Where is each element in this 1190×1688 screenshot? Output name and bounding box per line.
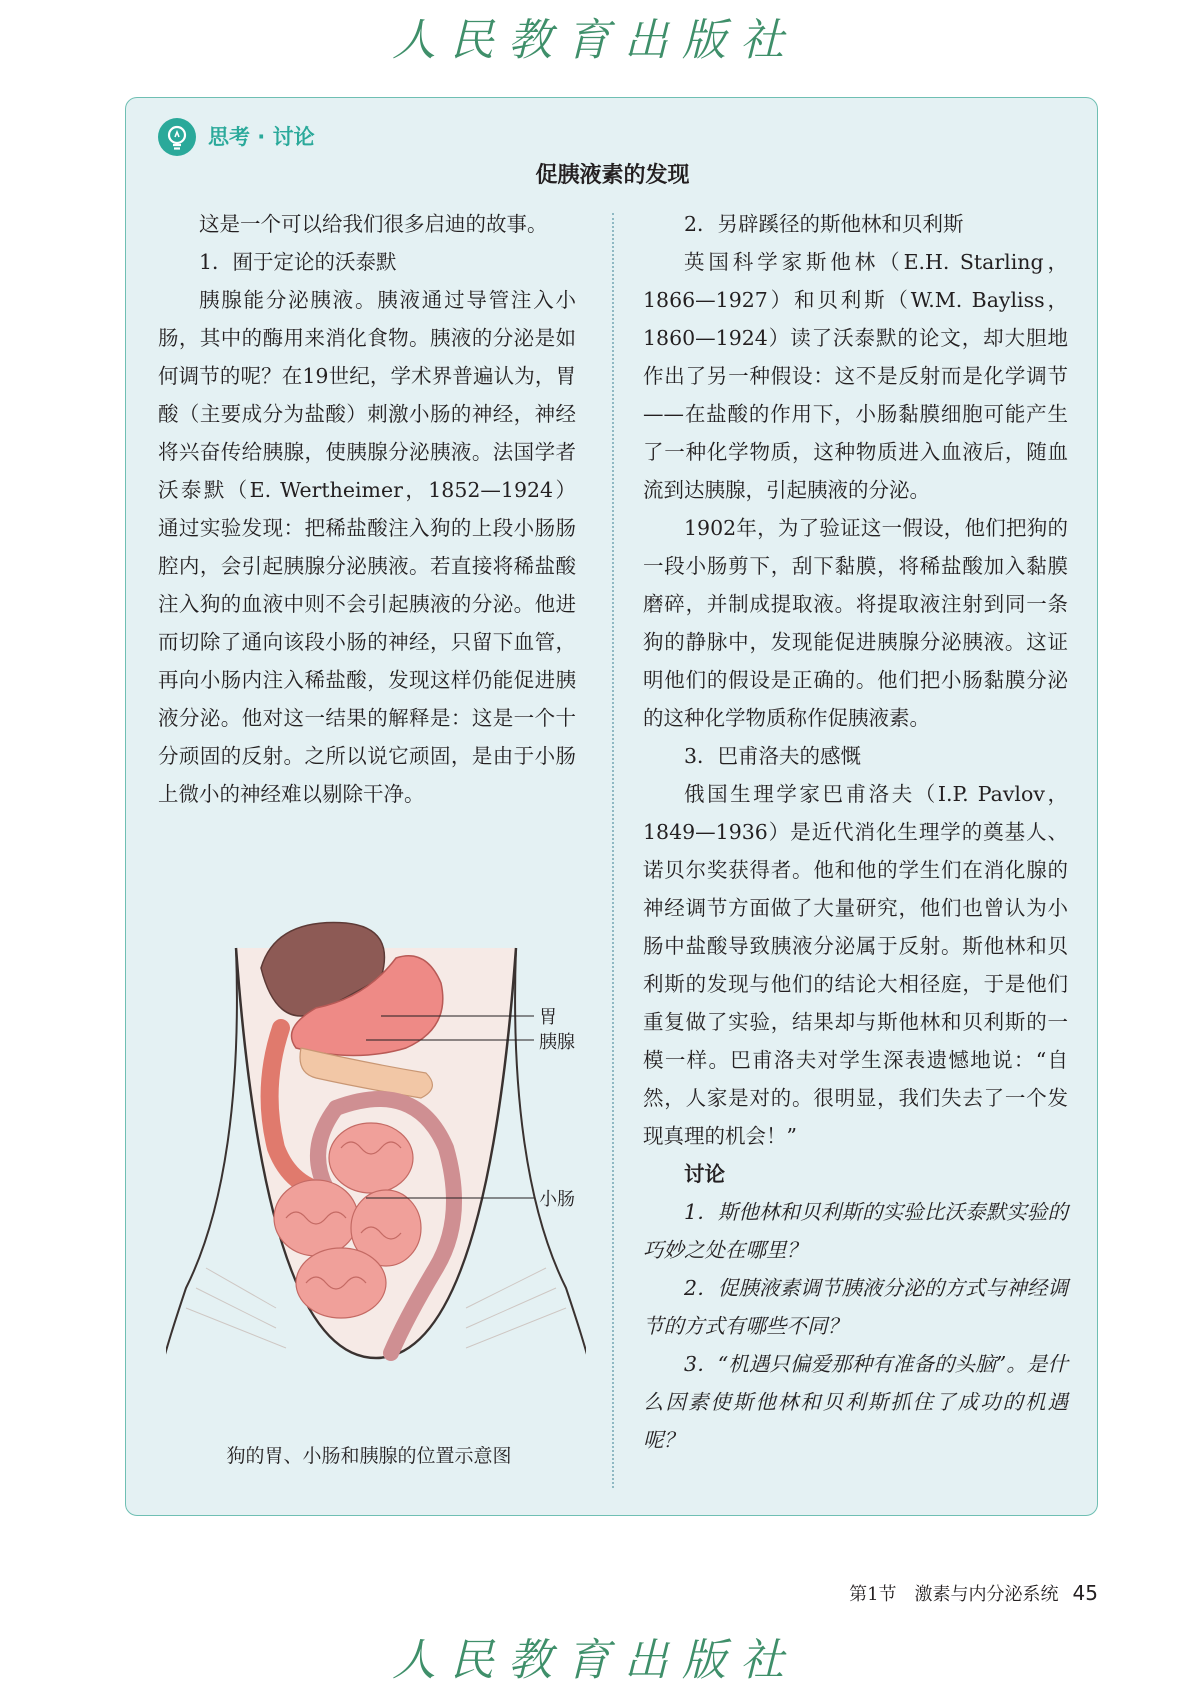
paragraph-3: 1902年，为了验证这一假设，他们把狗的一段小肠剪下，刮下黏膜，将稀盐酸加入黏膜磨碎，并制成提取液。将提取液注射到同一条狗的静脉中，发现能促进胰腺分泌胰液。这证明他们的假设是正确的。他们把小肠黏膜分泌的这种化学物质称作促胰液素。 — [643, 516, 1068, 730]
left-column — [158, 205, 576, 813]
page-number: 45 — [1072, 1581, 1098, 1605]
publisher-header: 人民教育出版社 — [392, 15, 798, 66]
label-stomach: 胃 — [539, 1007, 557, 1028]
paragraph-2: 英国科学家斯他林（E.H. Starling，1866—1927）和贝利斯（W.M. Bayliss，1860—1924）读了沃泰默的论文，却大胆地作出了另一种假设：这不是反射而是化学调节——在盐酸的作用下，小肠黏膜细胞可能产生了一种化学物质，这种物质进入血液后，随血流到达胰腺，引起胰液的分泌。 — [643, 250, 1068, 502]
discussion-heading: 讨论 — [684, 1162, 725, 1186]
heading-3: 3．巴甫洛夫的感慨 — [684, 744, 862, 768]
column-divider — [612, 213, 614, 1488]
question-3: 3．“机遇只偏爱那种有准备的头脑”。是什么因素使斯他林和贝利斯抓住了成功的机遇呢？ — [643, 1352, 1068, 1452]
question-2: 2．促胰液素调节胰液分泌的方式与神经调节的方式有哪些不同？ — [643, 1276, 1068, 1338]
publisher-footer: 人民教育出版社 — [392, 1635, 798, 1686]
box-label: 思考 · 讨论 — [208, 125, 315, 149]
figure-caption: 狗的胃、小肠和胰腺的位置示意图 — [226, 1445, 512, 1467]
heading-1: 1．囿于定论的沃泰默 — [199, 250, 397, 274]
paragraph-1: 胰腺能分泌胰液。胰液通过导管注入小肠，其中的酶用来消化食物。胰液的分泌是如何调节的呢？在19世纪，学术界普遍认为，胃酸（主要成分为盐酸）刺激小肠的神经，神经将兴奋传给胰腺，使胰腺分泌胰液。法国学者沃泰默（E. Wertheimer，1852—1924）通过实验发现：把稀盐酸注入狗的上段小肠肠腔内，会引起胰腺分泌胰液。若直接将稀盐酸注入狗的血液中则不会引起胰液的分泌。他进而切除了通向该段小肠的神经，只留下血管，再向小肠内注入稀盐酸，发现这样仍能促进胰液分泌。他对这一结果的解释是：这是一个十分顽固的反射。之所以说它顽固，是由于小肠上微小的神经难以剔除干净。 — [158, 288, 576, 806]
box-title: 促胰液素的发现 — [535, 163, 690, 188]
footer-section: 第1节 激素与内分泌系统 — [849, 1584, 1059, 1605]
label-pancreas: 胰腺 — [539, 1032, 575, 1053]
page-footer — [849, 1580, 1098, 1606]
anatomy-illustration — [166, 888, 586, 1388]
heading-2: 2．另辟蹊径的斯他林和贝利斯 — [684, 212, 964, 236]
lightbulb-icon — [158, 118, 196, 156]
paragraph-4: 俄国生理学家巴甫洛夫（I.P. Pavlov，1849—1936）是近代消化生理学的奠基人、诺贝尔奖获得者。他和他的学生们在消化腺的神经调节方面做了大量研究，他们也曾认为小肠中盐酸导致胰液分泌属于反射。斯他林和贝利斯的发现与他们的结论大相径庭，于是他们重复做了实验，结果却与斯他林和贝利斯的一模一样。巴甫洛夫对学生深表遗憾地说：“自然，人家是对的。很明显，我们失去了一个发现真理的机会！” — [643, 782, 1068, 1148]
label-small-intestine: 小肠 — [539, 1189, 575, 1210]
question-1: 1．斯他林和贝利斯的实验比沃泰默实验的巧妙之处在哪里？ — [643, 1200, 1068, 1262]
dog-anatomy-figure — [166, 888, 586, 1388]
intro-paragraph: 这是一个可以给我们很多启迪的故事。 — [199, 212, 548, 236]
right-column — [643, 205, 1068, 1459]
discussion-box — [125, 97, 1098, 1516]
